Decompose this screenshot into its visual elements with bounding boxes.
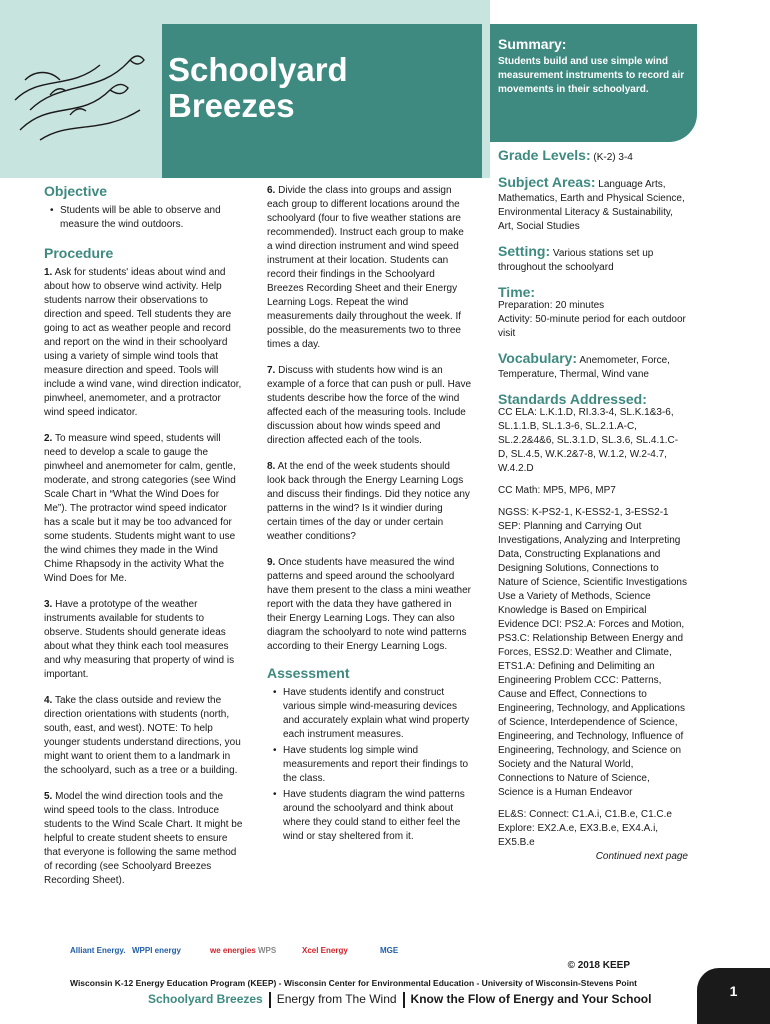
- breeze-swirl-illustration: [10, 40, 150, 150]
- procedure-step-2: 2. To measure wind speed, students will need to develop a scale to gauge the pinwheel and anemometer for calm, gentle, moderate, and strong categories (see Wind Scale Chart in “What the Wind Does for Me”). The protractor wind speed indicator has a scale but it may be too advanced for some students. Students might want to use the wind chimes they made in the Wind Chime Rhapsody in the activity What the Wind Does for Me.: [44, 433, 236, 584]
- assessment-item-1: • Have students identify and construct various simple wind-measuring devices and accurately explain what wind property each instrument measures.: [267, 686, 471, 742]
- vocab-label: Vocabulary:: [498, 350, 578, 366]
- subject-areas: [498, 175, 688, 234]
- procedure-step-7: 7. Discuss with students how wind is an example of a force that can push or pull. Have students describe how the force of the wind affected each of the measuring tools. Include discussion about how winds speed and direction affected each of the tools.: [267, 365, 472, 446]
- footer-divider: [269, 992, 271, 1008]
- vocab-value: Anemometer, Force, Temperature, Thermal, Wind vane: [498, 355, 670, 380]
- summary-heading: Summary:: [498, 36, 567, 52]
- summary-text: Students build and use simple wind measurement instruments to record air movements in their schoolyard.: [498, 56, 685, 95]
- we-energies-logo: we energies: [210, 946, 256, 955]
- subject-label: Subject Areas:: [498, 174, 596, 190]
- procedure-step-5: 5. Model the wind direction tools and the wind speed tools to the class. Introduce students to the Wind Scale Chart. It might be helpful to create student sheets to ensure that everyone is following the same method of recording (see Schoolyard Breezes Recording Sheet).: [44, 791, 243, 886]
- procedure-step-1: 1. Ask for students' ideas about wind and about how to observe wind activity. Help students narrow their observations to direction and speed. Tell students they are going to act as weather people and record and report on the wind in their schoolyard using a variety of simple wind tools that measure direction and speed. Tools will include a wind vane, wind direction indicator, pinwheel, anemometer, and a protractor wind speed indicator.: [44, 267, 242, 418]
- assessment-item-2: • Have students log simple wind measurements and report their findings to the class.: [267, 744, 471, 786]
- continued-note: Continued next page: [595, 851, 688, 862]
- title-line-1: Schoolyard: [168, 51, 348, 88]
- xcel-logo: Xcel Energy: [302, 946, 348, 955]
- copyright: © 2018 KEEP: [567, 960, 630, 971]
- setting-label: Setting:: [498, 243, 551, 259]
- assessment-item-3: • Have students diagram the wind patterns around the schoolyard and think about where they could stand to either feel the wind or stay sheltered from it.: [267, 788, 471, 844]
- standards-math: CC Math: MP5, MP6, MP7: [498, 485, 616, 496]
- alliant-logo: Alliant Energy.: [70, 946, 126, 955]
- setting: [498, 244, 688, 275]
- time-activity: Activity: 50-minute period for each outdoor visit: [498, 314, 686, 339]
- lesson-name: Schoolyard Breezes: [148, 992, 263, 1007]
- setting-value: Various stations set up throughout the schoolyard: [498, 248, 654, 273]
- objective-item: • Students will be able to observe and measure the wind outdoors.: [44, 204, 244, 232]
- program-line: Wisconsin K-12 Energy Education Program (KEEP) - Wisconsin Center for Environmental Education - University of Wisconsin-Stevens Point: [70, 978, 638, 988]
- wps-logo: WPS: [258, 946, 277, 955]
- series-name: Know the Flow of Energy and Your School: [410, 992, 652, 1007]
- subject-value: Language Arts, Mathematics, Earth and Physical Science, Environmental Literacy & Sustainability, Art, Social Studies: [498, 179, 685, 232]
- sidebar-details: [498, 148, 688, 874]
- procedure-step-3: 3. Have a prototype of the weather instruments available for students to observe. Students should generate ideas about what they think each tool measures and why measuring that property of wind is important.: [44, 599, 235, 680]
- sponsor-logos: [70, 946, 450, 974]
- standards-ngss: NGSS: K-PS2-1, K-ESS2-1, 3-ESS2-1 SEP: Planning and Carrying Out Investigations, Analyzing and Interpreting Data, Constructing Explanations and Designing Solutions, Connections to Nature of Science, Scientific Investigations Use a Variety of Methods, Science Knowledge is Based on Empirical Evidence DCI: PS2.A: Forces and Motion, PS3.C: Relationship Between Energy and Forces, ESS2.D: Weather and Climate, ETS1.A: Defining and Delimiting an Engineering Problem CCC: Patterns, Cause and Effect, Connections to Engineering, Technology, and Applications of Science, Interdependence of Science, Engineering, and Technology, Influence of Engineering, Technology, and Science on Society and the Natural World, Connections to Nature of Science, Science is a Human Endeavor: [498, 507, 687, 798]
- procedure-step-8: 8. At the end of the week students should look back through the Energy Learning Logs and discuss their findings. Did they notice any patterns in the wind? Is it windier during certain times of the day or under certain weather conditions?: [267, 461, 470, 542]
- page-number: 1: [697, 968, 770, 1024]
- left-column: [44, 184, 244, 900]
- procedure-step-4: 4. Take the class outside and review the direction orientations with students (north, south, east, and west). NOTE: To help younger students understand directions, you might want to orient them to a landmark in the schoolyard, such as a tree or a building.: [44, 695, 241, 776]
- middle-column: [267, 184, 471, 856]
- mge-logo: MGE: [380, 946, 399, 955]
- wppi-logo: WPPI energy: [132, 946, 181, 955]
- grade-value: (K-2) 3-4: [593, 152, 633, 163]
- standards-label: Standards Addressed:: [498, 391, 647, 407]
- standards-els: EL&S: Connect: C1.A.i, C1.B.e, C1.C.e Explore: EX2.A.e, EX3.B.e, EX4.A.i, EX5.B.e: [498, 809, 672, 848]
- standards: [498, 392, 688, 864]
- objective-heading: Objective: [44, 183, 108, 199]
- time-prep: Preparation: 20 minutes: [498, 300, 605, 311]
- footer-divider: [403, 992, 405, 1008]
- procedure-step-6: 6. Divide the class into groups and assign each group to different locations around the schoolyard (four to five weather stations are recommended). Instruct each group to make a wind direction instrument and wind speed instrument at their location. Students can record their findings in the Schoolyard Breezes Recording Sheet and their Energy Learning Logs. Repeat the wind measurements daily throughout the week. If possible, do the measurements two to three times a day.: [267, 185, 464, 350]
- grade-label: Grade Levels:: [498, 147, 591, 163]
- assessment-heading: Assessment: [267, 665, 350, 681]
- procedure-heading: Procedure: [44, 245, 114, 261]
- procedure-step-9: 9. Once students have measured the wind patterns and speed around the schoolyard have them present to the class a mini weather report with the data they have gathered in their Energy Learning Logs. They can also diagram the schoolyard to note wind patterns according to their Energy Learning Logs.: [267, 557, 471, 652]
- footer-titles: [148, 992, 651, 1008]
- standards-ela: CC ELA: L.K.1.D, RI.3.3-4, SL.K.1&3-6, SL.1.1.B, SL.1.3-6, SL.2.1.A-C, SL.2.2&4&6, SL.3.1.D, SL.3.6, SL.4.1.C-D, SL.4.5, W.K.2&7-8, W.1.2, W.2-4.7, W.4.2.D: [498, 407, 679, 474]
- grade-levels: [498, 148, 688, 165]
- time: [498, 285, 688, 341]
- vocabulary: [498, 351, 688, 382]
- time-label: Time:: [498, 284, 536, 300]
- unit-name: Energy from The Wind: [276, 992, 397, 1007]
- page-title: [168, 52, 468, 124]
- title-line-2: Breezes: [168, 87, 295, 124]
